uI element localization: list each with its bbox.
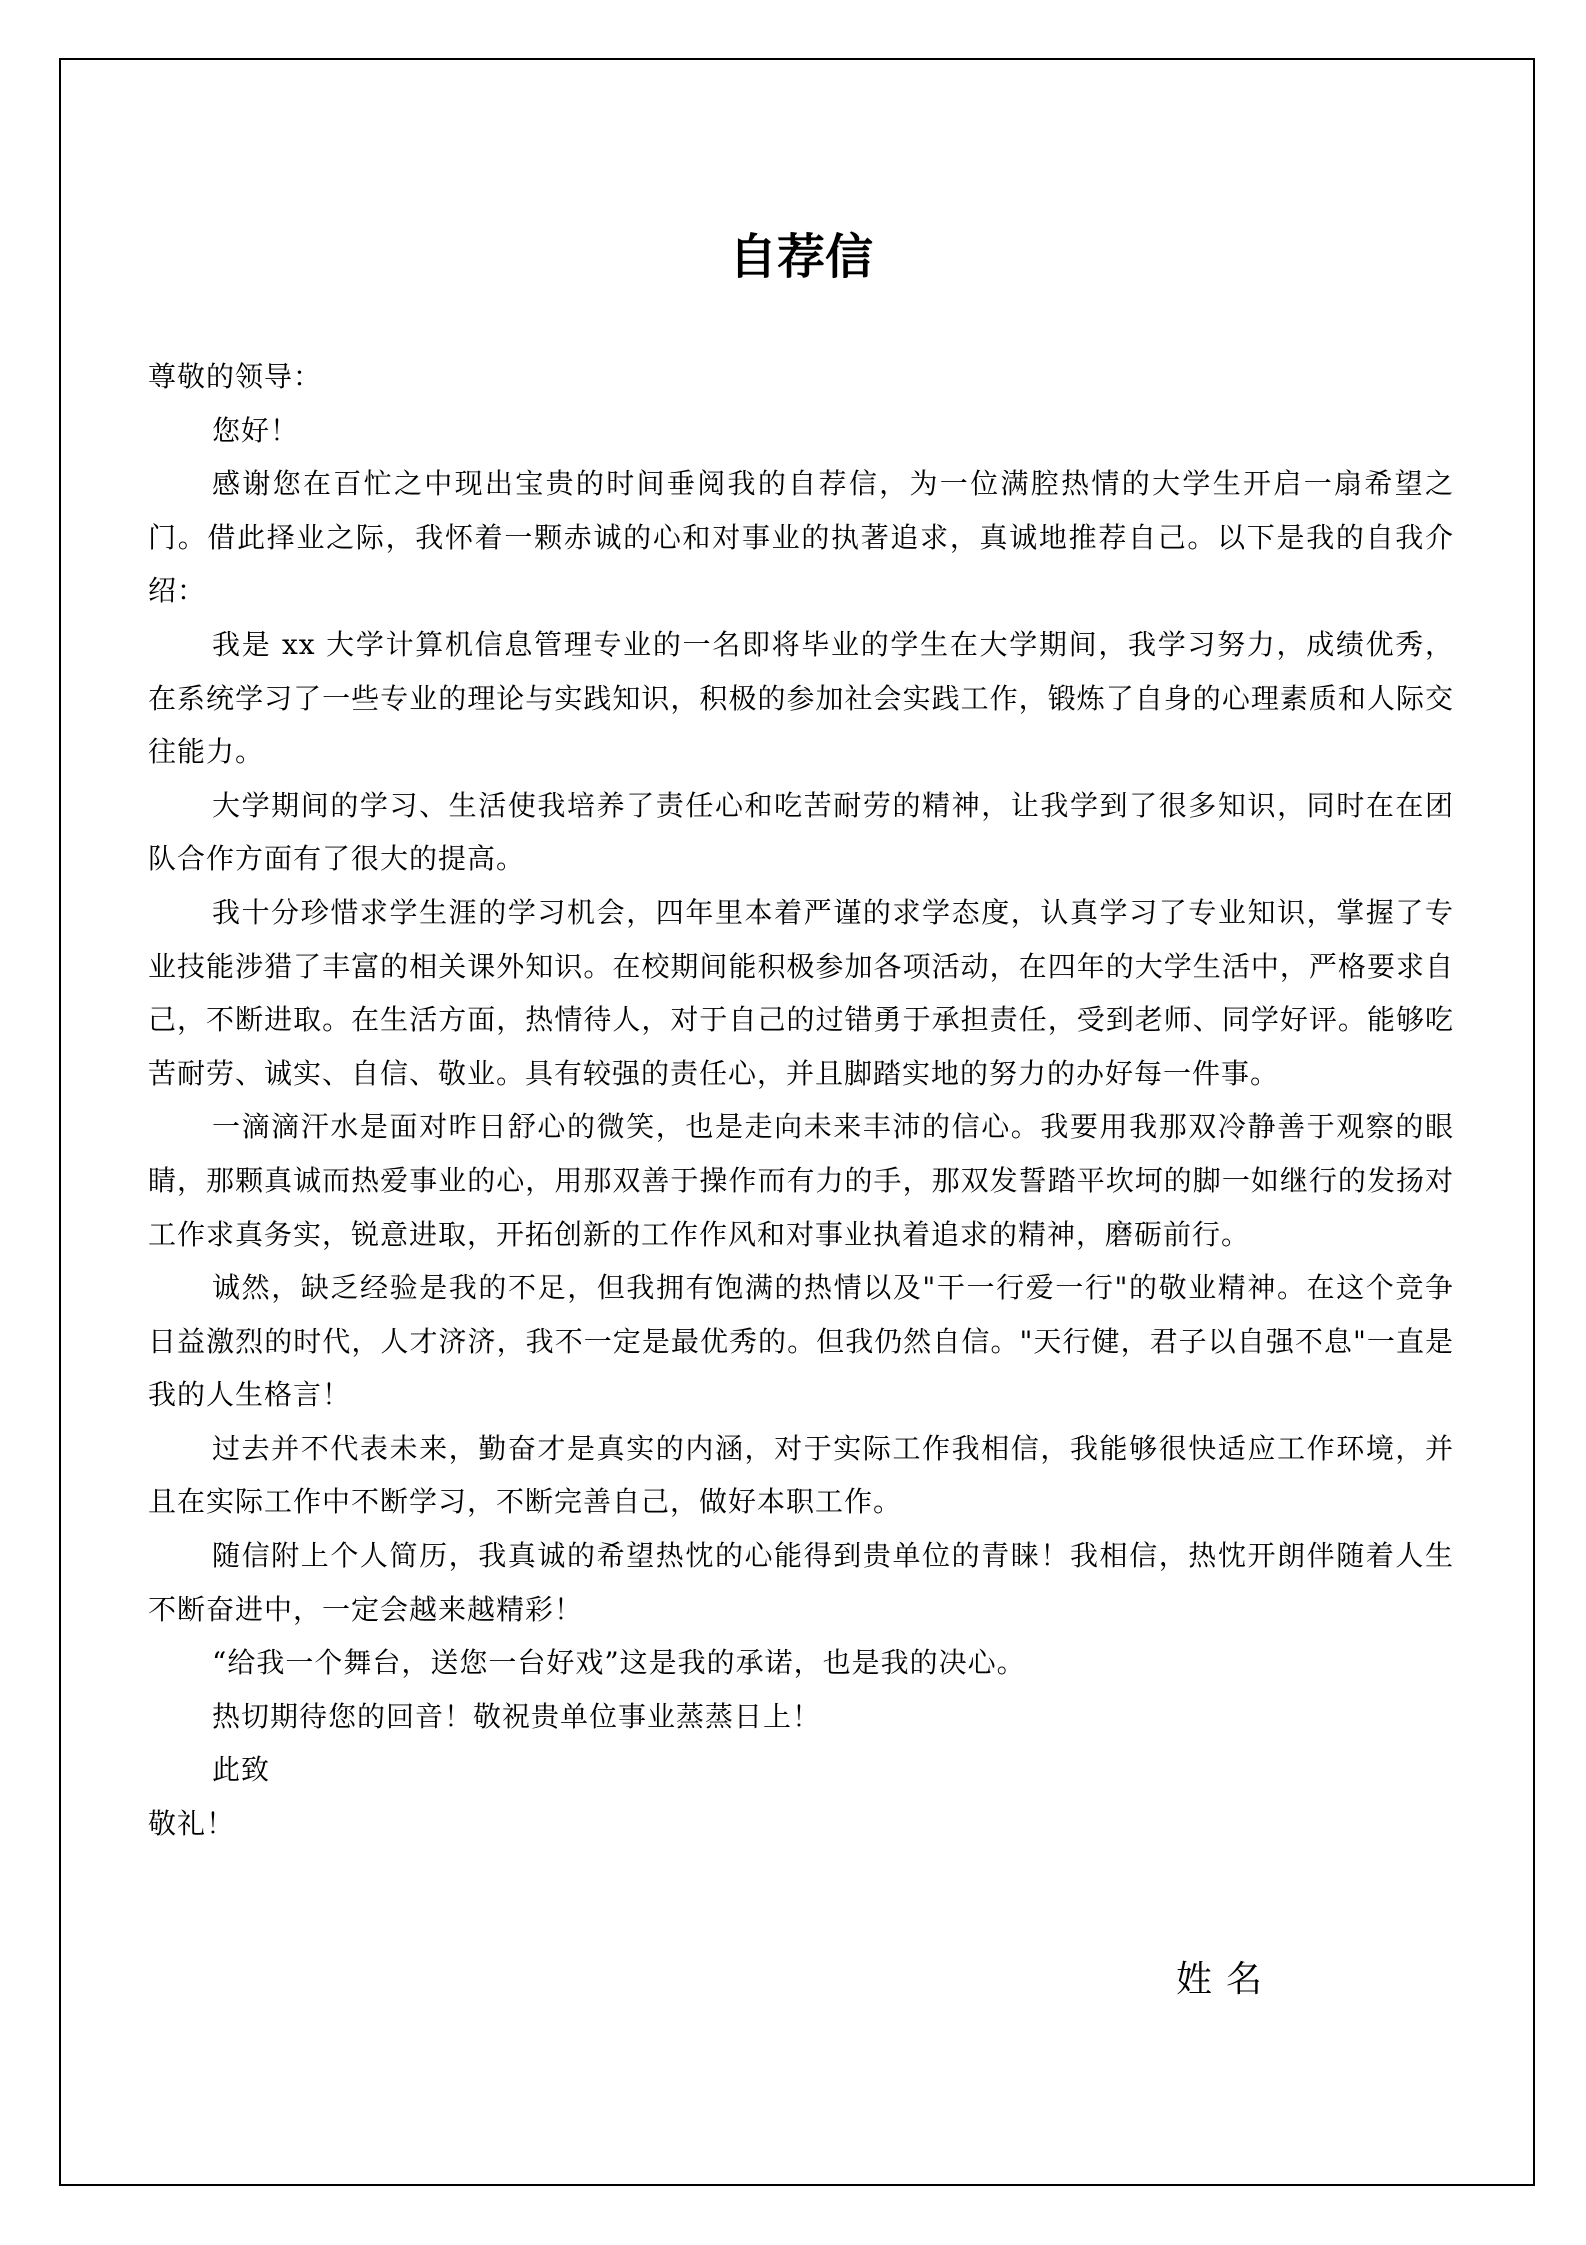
closing-salute: 敬礼！ [148,1807,236,1841]
closing: 此致 [212,1753,271,1787]
signature: 姓名 [1176,1959,1277,2000]
paragraph: 我十分珍惜求学生涯的学习机会，四年里本着严谨的求学态度，认真学习了专业知识，掌握了专业技能涉猎了丰富的相关课外知识。在校期间能积极参加各项活动，在四年的大学生活中，严格要求自己，不断进取。在生活方面，热情待人，对于自己的过错勇于承担责任，受到老师、同学好评。能够吃苦耐劳、诚实、自信、敬业。具有较强的责任心，并且脚踏实地的努力的办好每一件事。 [148,895,1454,1090]
paragraph: 一滴滴汗水是面对昨日舒心的微笑，也是走向未来丰沛的信心。我要用我那双冷静善于观察的眼睛，那颗真诚而热爱事业的心，用那双善于操作而有力的手，那双发誓踏平坎坷的脚一如继行的发扬对工作求真务实，锐意进取，开拓创新的工作作风和对事业执着追求的精神，磨砺前行。 [148,1110,1454,1251]
paragraph: 感谢您在百忙之中现出宝贵的时间垂阅我的自荐信，为一位满腔热情的大学生开启一扇希望之门。借此择业之际，我怀着一颗赤诚的心和对事业的执著追求，真诚地推荐自己。以下是我的自我介绍： [148,467,1454,608]
salutation: 尊敬的领导： [148,360,323,393]
paragraph: 随信附上个人简历，我真诚的希望热忱的心能得到贵单位的青睐！我相信，热忱开朗伴随着人生不断奋进中，一定会越来越精彩！ [148,1539,1454,1626]
letter-title: 自荐信 [728,229,873,285]
paragraph: 诚然，缺乏经验是我的不足，但我拥有饱满的热情以及"干一行爱一行"的敬业精神。在这个竞争日益激烈的时代，人才济济，我不一定是最优秀的。但我仍然自信。"天行健，君子以自强不息"一直是我的人生格言！ [148,1271,1454,1412]
paragraph: 大学期间的学习、生活使我培养了责任心和吃苦耐劳的精神，让我学到了很多知识，同时在在团队合作方面有了很大的提高。 [148,788,1454,876]
paragraph: 我是 xx 大学计算机信息管理专业的一名即将毕业的学生在大学期间，我学习努力，成绩优秀，在系统学习了一些专业的理论与实践知识，积极的参加社会实践工作，锻炼了自身的心理素质和人际交往能力。 [148,627,1454,769]
letter-body [148,350,1454,1851]
greeting: 您好！ [212,413,300,447]
paragraph: “给我一个舞台，送您一台好戏”这是我的承诺，也是我的决心。 [212,1646,1026,1680]
paragraph: 过去并不代表未来，勤奋才是真实的内涵，对于实际工作我相信，我能够很快适应工作环境，并且在实际工作中不断学习，不断完善自己，做好本职工作。 [148,1431,1454,1519]
paragraph: 热切期待您的回音！敬祝贵单位事业蒸蒸日上！ [212,1699,822,1733]
